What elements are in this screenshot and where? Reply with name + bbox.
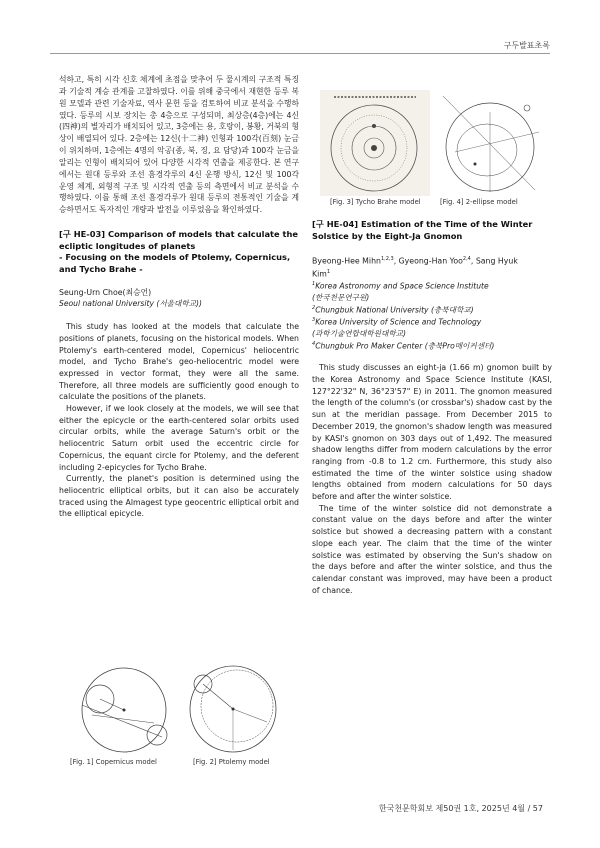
- fig4-caption: [Fig. 4] 2-ellipse model: [440, 198, 518, 206]
- header-label: 구두발표초록: [503, 41, 550, 50]
- abstract-paragraph: The time of the winter solstice did not demonstrate a constant value on the days before and after the winter solstice but showed a decreasing pattern with a constant slope each year. The claim that the time of the winter solstice was estimated by observing the Sun's shadow on the days before and after the winter solstice, and thus the calendar constant was improved, may have been a product of chance.: [312, 503, 552, 595]
- fig1-caption: [Fig. 1] Copernicus model: [70, 758, 157, 766]
- figure-2-ellipse-model: [435, 92, 543, 194]
- affiliation: (과학기술연합대학원대학교): [312, 328, 406, 338]
- section-title-he04: [구 HE-04] Estimation of the Time of the Winter Solstice by the Eight-Ja Gnomon: [312, 219, 533, 241]
- abstract-paragraph: Currently, the planet's position is determined using the heliocentric elliptical orbits, but it can also be accurately traced using the Almagest type geocentric elliptical orbit and the elliptical epicycle.: [59, 474, 299, 519]
- intro-paragraph: 석하고, 특히 시각 신호 체계에 초점을 맞추어 두 물시계의 구조적 특징과 기술적 계승 관계를 고찰하였다. 이를 위해 중국에서 재현한 등루 복원 모델과 관련 기술자료, 역사 문헌 등을 검토하여 비교 분석을 수행하였다. 등루의 시보 장치는 총 4층으로 구성되며, 최상층(4층)에는 4신(四神)의 별자리가 배치되어 있고, 3층에는 용, 호랑이, 봉황, 거북의 형상이 배열되어 있다. 2층에는 12신(十二神) 인형과 100각(百刻) 눈금이 위치하며, 1층에는 4명의 악공(종, 북, 징, 요 담당)과 100각 눈금을 알리는 인형이 배치되어 있어 다양한 시각적 연출을 제공한다. 본 연구에서는 원대 등루와 조선 흠경각루의 4신 운행 방식, 12신 및 100각 운영 체계, 외형적 구조 및 시각적 연출 등의 측면에서 비교 분석을 수행하였다. 이를 통해 조선 흠경각루가 원대 등루의 전통적인 기술을 계승하면서도 독자적인 개량과 발전을 이루었음을 확인하였다.: [59, 75, 299, 215]
- section-subtitle-he03: - Focusing on the models of Ptolemy, Copernicus, and Tycho Brahe -: [59, 252, 291, 274]
- author: Seung-Urn Choe(최승언): [59, 288, 152, 298]
- section-title-he03: [구 HE-03] Comparison of models that calculate the ecliptic longitudes of planets: [59, 229, 299, 251]
- affiliation: $^4$Chungbuk Pro Maker Center (충북Pro메이커센터): [312, 340, 495, 351]
- abstract-paragraph: However, if we look closely at the models, we will see that either the epicycle or the earth-centered solar orbits used circular orbits, while the average Saturn's orbit or the heliocentric Saturn orbit used the eccentric circle for Copernicus, the equant circle for Ptolemy, and the deferent including 2-epicycles for Tycho Brahe.: [59, 404, 299, 472]
- figure-copernicus-model: [62, 665, 182, 755]
- affiliation: $^1$Korea Astronomy and Space Science Institute: [312, 281, 489, 291]
- fig2-caption: [Fig. 2] Ptolemy model: [193, 758, 270, 766]
- affiliation: Seoul national University (서울대학교)): [59, 299, 202, 309]
- right-column: [312, 219, 552, 596]
- authors: Byeong-Hee Mihn$^{1,2,3}$, Gyeong-Han Yoo$^{2,4}$, Sang Hyuk: [312, 256, 518, 266]
- authors-cont: Kim$^1$: [312, 268, 331, 279]
- figure-tycho-brahe-model: [320, 90, 430, 196]
- left-column: [59, 74, 299, 520]
- abstract-paragraph: This study has looked at the models that calculate the positions of planets, focusing on the historical models. When Ptolemy's earth-centered model, Copernicus' heliocentric model, and Tycho Brahe's geo-heliocentric model were expressed in vector format, they were all the same. Therefore, all three models are sufficiently good enough to calculate the positions of the planets.: [59, 322, 299, 402]
- header-rule: [50, 53, 550, 54]
- affiliation: (한국천문연구원): [312, 292, 370, 302]
- affiliation: $^2$Chungbuk National University (충북대학교): [312, 304, 474, 315]
- abstract-paragraph: This study discusses an eight-ja (1.66 m) gnomon built by the Korea Astronomy and Space Science Institute (KASI, 127°22'32" N, 36°23'57" E) in 2011. The gnomon measured the length of the column's (or crossbar's) shadow cast by the sun at the meridian passage. From December 2015 to December 2019, the gnomon's shadow length was measured by KASI's gnomon on 303 days out of 1,492. The measured shadow lengths differ from modern calculations by the error ranging from -0.8 to 1.2 cm. Furthermore, this study also estimated the time of the winter solstice using shadow lengths obtained from modern calculations for 50 days before and after the winter solstice.: [312, 363, 552, 502]
- fig3-caption: [Fig. 3] Tycho Brahe model: [330, 198, 421, 206]
- page-footer: 한국천문학회보 제50권 1호, 2025년 4월 / 57: [378, 804, 543, 813]
- figure-ptolemy-model: [185, 662, 285, 756]
- affiliation: $^3$Korea University of Science and Technology: [312, 317, 482, 327]
